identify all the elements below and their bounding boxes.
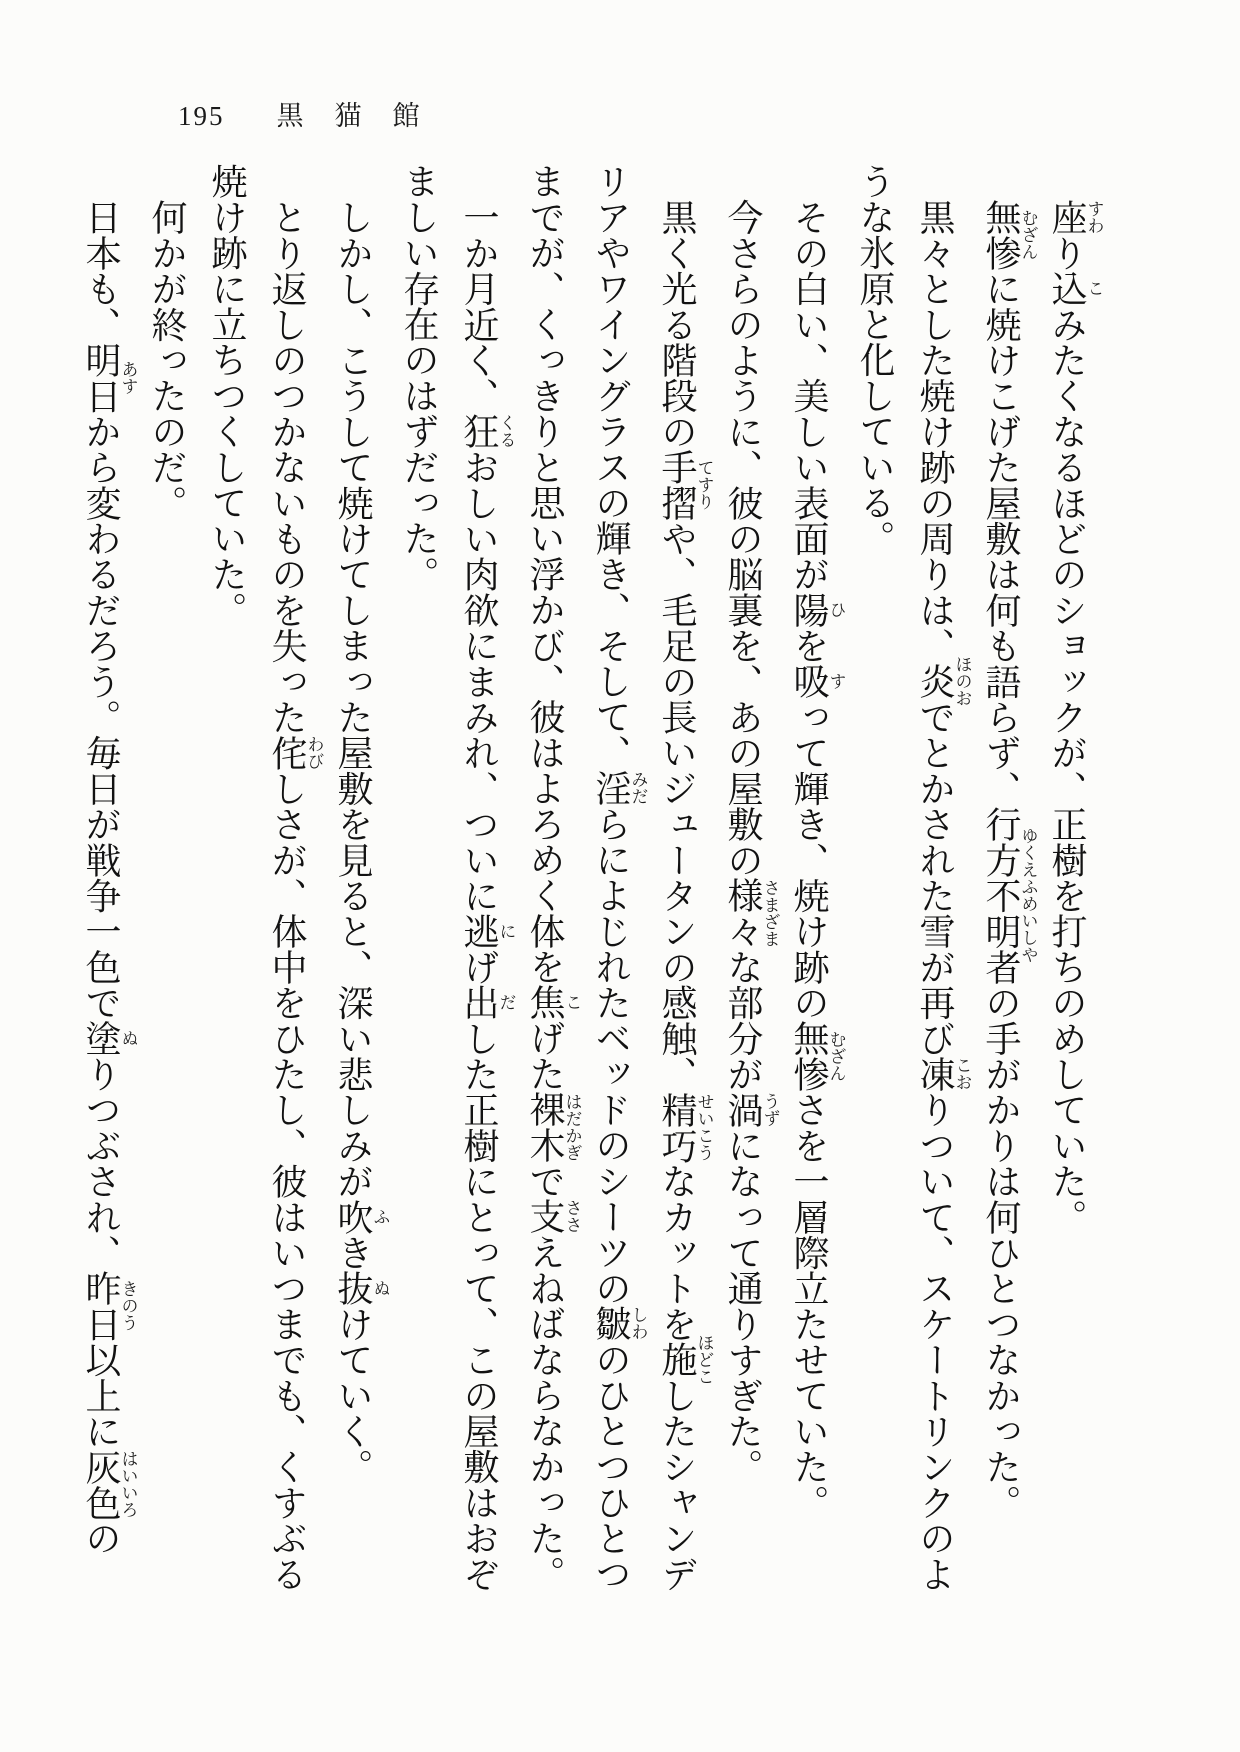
ruby-annotated-word: 支ささ (525, 1198, 582, 1235)
running-head (178, 94, 451, 133)
ruby-annotated-word: 狂くる (459, 413, 516, 449)
text-column-12: しかし、こうして焼けてしまった屋敷を見ると、深い悲しみが吹ふき抜ぬけていく。 (333, 199, 390, 1485)
ruby-annotated-word: 陽ひ (789, 591, 846, 628)
page-body-vertical-text (71, 163, 1103, 1603)
ruby-annotated-word: 出だ (459, 984, 516, 1021)
book-title: 黒猫館 (276, 101, 451, 131)
text-column-6: 今さらのように、彼の脳裏を、あの屋敷の様々さまざまな部分が渦うずになって通りすぎた。 (723, 199, 780, 1485)
ruby-annotated-word: 裸木はだかぎ (525, 1091, 582, 1163)
ruby-annotated-word: 抜ぬ (333, 1270, 390, 1306)
text-column-9: までが、くっきりと思い浮かび、彼はよろめく体を焦こげた裸木はだかぎで支ささえねばならなかった。 (525, 163, 582, 1592)
ruby-annotated-word: 逃に (459, 913, 516, 949)
ruby-annotated-word: 灰色はいいろ (81, 1448, 138, 1520)
ruby-annotated-word: 無惨むざん (789, 1020, 846, 1092)
ruby-annotated-word: 行方不明者ゆくえふめいしや (981, 805, 1038, 985)
text-column-14: 焼け跡に立ちつくしていた。 (207, 163, 247, 628)
ruby-annotated-word: 凍こお (915, 1055, 972, 1092)
text-column-15: 何かが終ったのだ。 (147, 199, 187, 521)
ruby-annotated-word: 昨日きのう (81, 1270, 138, 1342)
ruby-annotated-word: 精巧せいこう (657, 1091, 714, 1163)
text-column-7: 黒く光る階段の手摺てすりや、毛足の長いジュータンの感触、精巧せいこうなカットを施ほどこしたシャンデ (657, 199, 714, 1592)
text-column-13: とり返しのつかないものを失った侘わびしさが、体中をひたし、彼はいつまでも、くすぶる (267, 199, 324, 1592)
ruby-annotated-word: 皺しわ (591, 1305, 648, 1342)
ruby-annotated-word: 座すわ (1047, 199, 1104, 235)
ruby-annotated-word: 手摺てすり (657, 448, 714, 521)
ruby-annotated-word: 淫みだ (591, 769, 648, 806)
text-column-5: その白い、美しい表面が陽ひを吸すって輝き、焼け跡の無惨むざんさを一層際立たせていた。 (789, 199, 846, 1520)
ruby-annotated-word: 吹ふ (333, 1198, 390, 1235)
text-column-8: リアやワイングラスの輝き、そして、淫みだらによじれたベッドのシーツの皺しわのひとつひとつ (591, 163, 648, 1592)
ruby-annotated-word: 焦こ (525, 984, 582, 1020)
ruby-annotated-word: 炎ほのお (915, 655, 972, 707)
ruby-annotated-word: 明日あす (81, 341, 138, 414)
text-column-11: ましい存在のはずだった。 (399, 163, 439, 592)
text-column-2: 無惨むざんに焼けこげた屋敷は何も語らず、行方不明者ゆくえふめいしやの手がかりは何ひとつなかった。 (981, 199, 1038, 1520)
text-column-16: 日本も、明日あすから変わるだろう。毎日が戦争一色で塗ぬりつぶされ、昨日きのう以上に灰色はいいろの (81, 199, 138, 1556)
ruby-annotated-word: 施ほどこ (657, 1333, 714, 1385)
text-column-3: 黒々とした焼け跡の周りは、炎ほのおでとかされた雪が再び凍こおりついて、スケートリンクのよ (915, 199, 972, 1592)
ruby-annotated-word: 込こ (1047, 270, 1104, 307)
text-column-10: 一か月近く、狂くるおしい肉欲にまみれ、ついに逃にげ出だした正樹にとって、この屋敷はおぞ (459, 199, 516, 1592)
ruby-annotated-word: 様々さまざま (723, 877, 780, 949)
text-column-1: 座すわり込こみたくなるほどのショックが、正樹を打ちのめしていた。 (1047, 199, 1104, 1235)
ruby-annotated-word: 塗ぬ (81, 1020, 138, 1056)
ruby-annotated-word: 渦うず (723, 1091, 780, 1128)
ruby-annotated-word: 吸す (789, 663, 846, 699)
ruby-annotated-word: 侘わび (267, 734, 324, 771)
page-number: 195 (178, 101, 225, 131)
text-column-4: うな氷原と化している。 (855, 163, 895, 556)
ruby-annotated-word: 無惨むざん (981, 199, 1038, 271)
